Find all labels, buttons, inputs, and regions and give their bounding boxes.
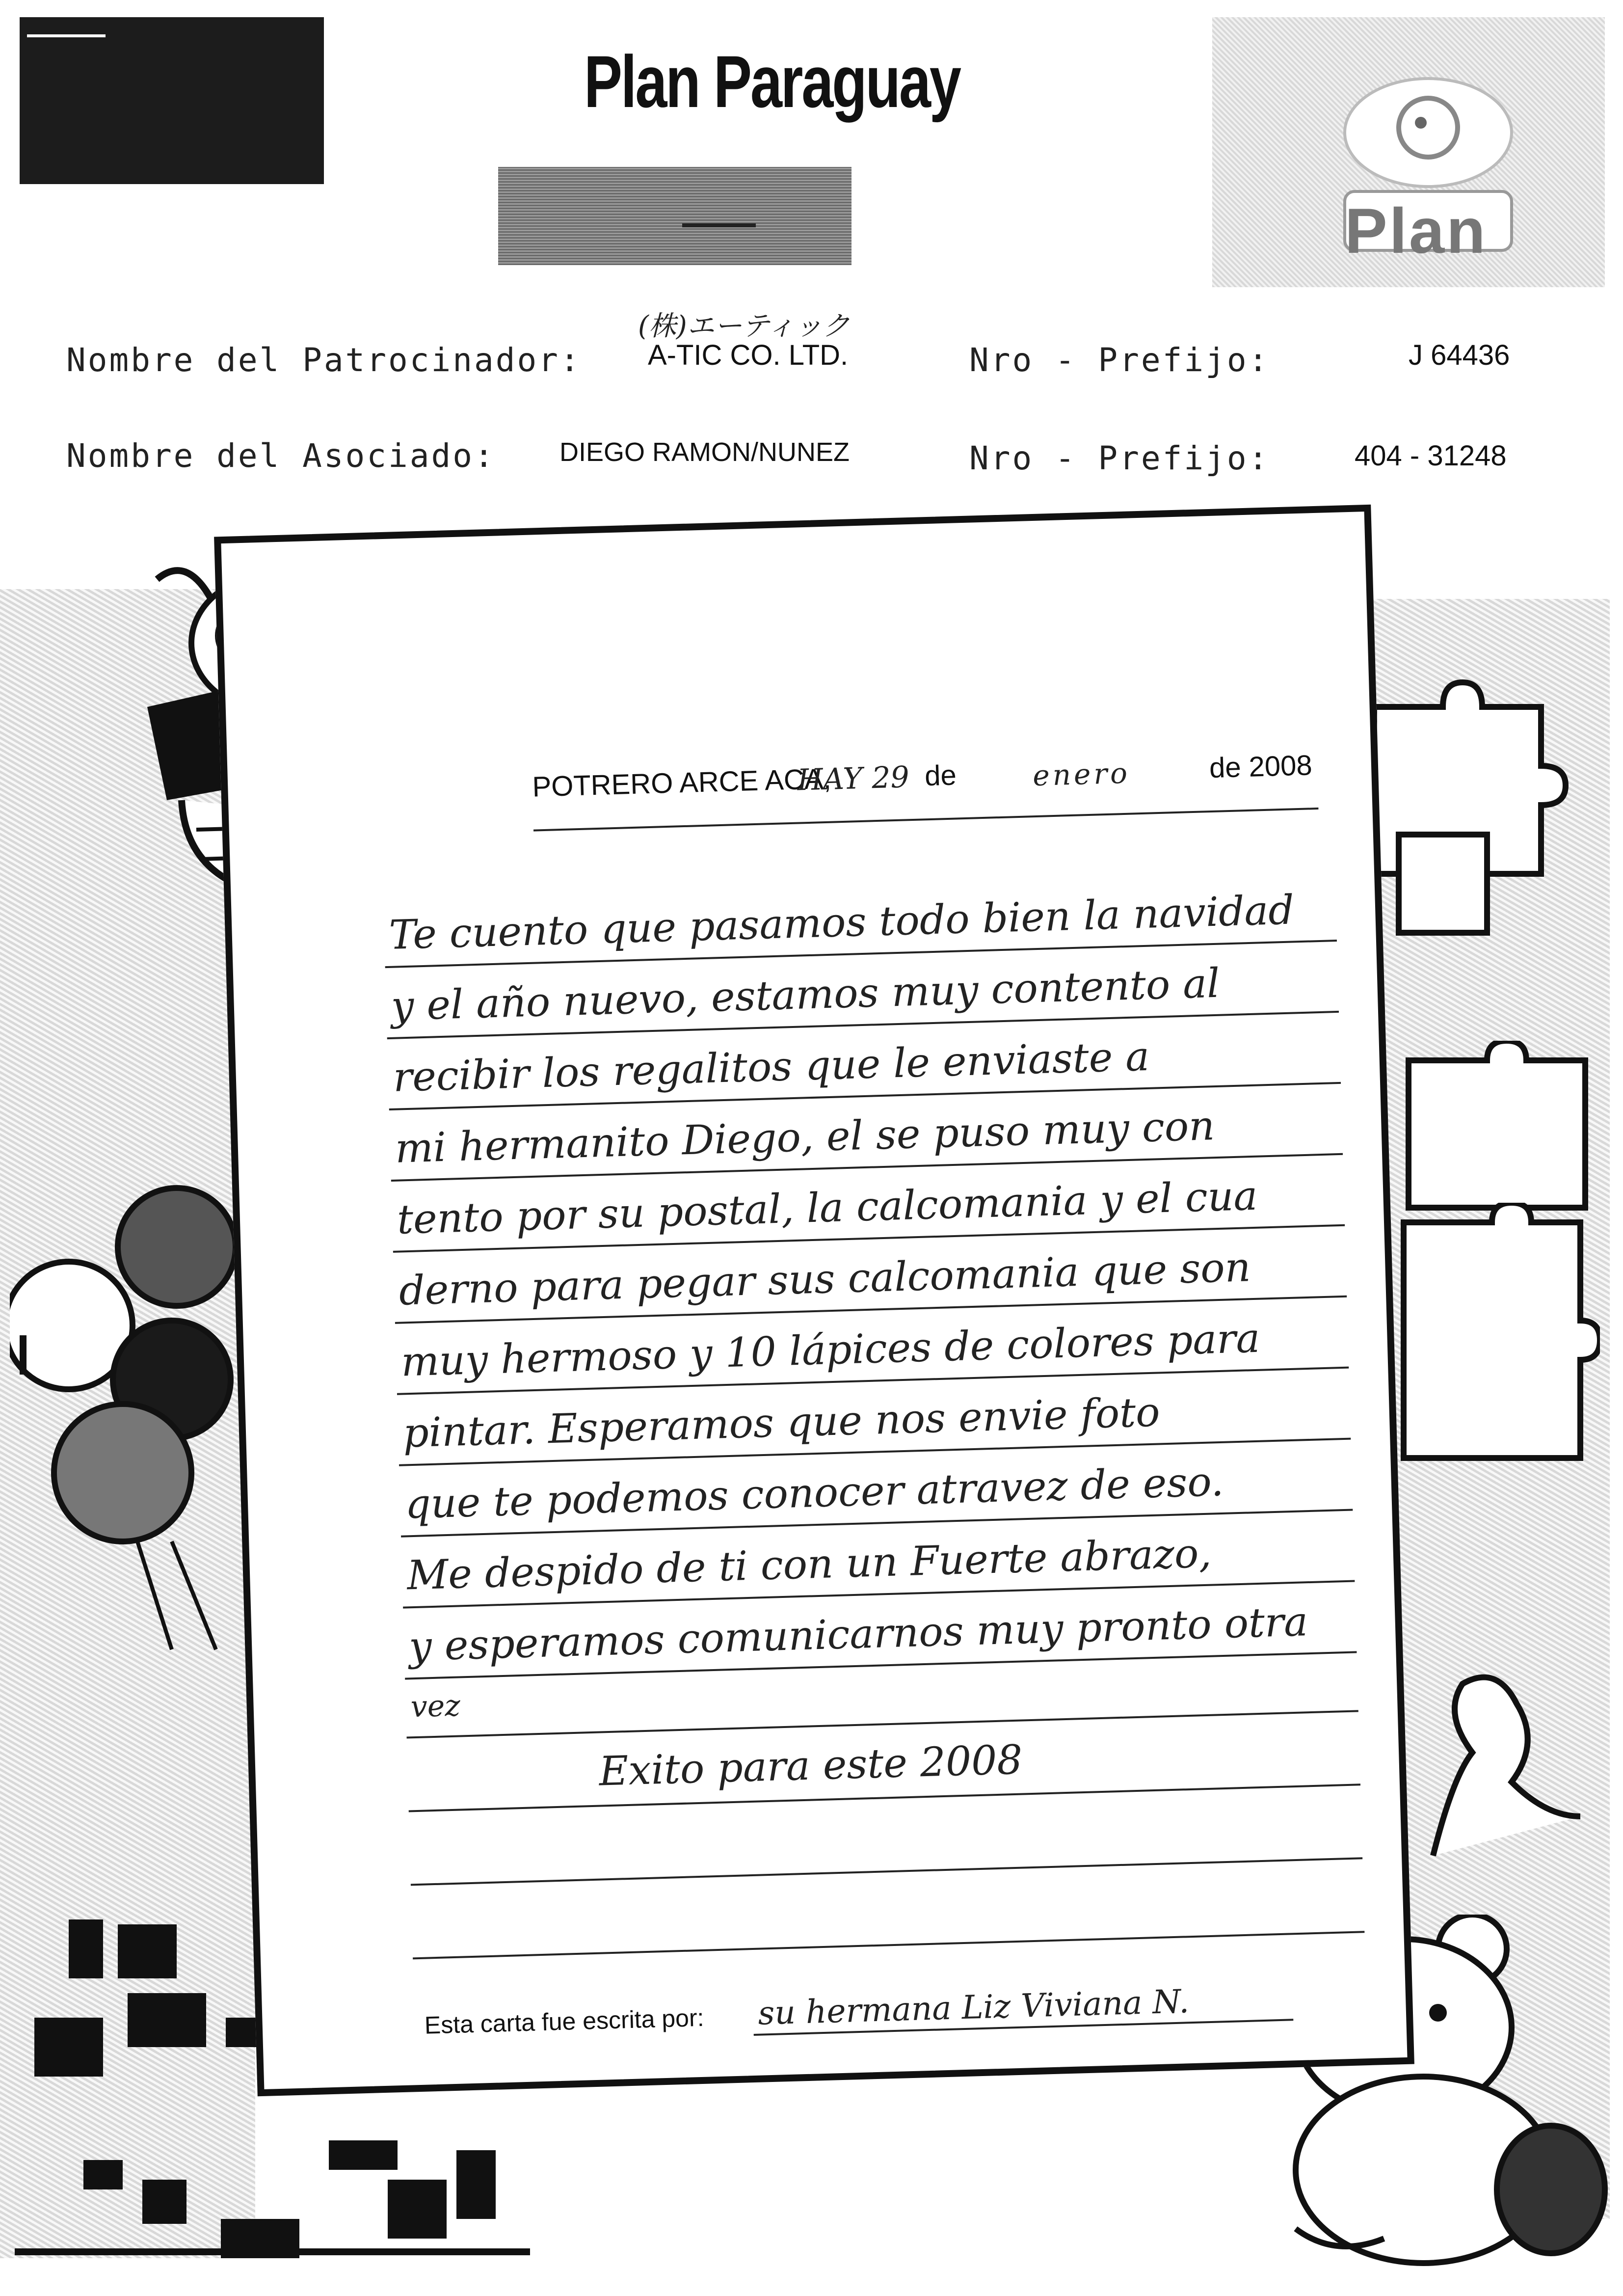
header-grey-block: [498, 167, 851, 265]
ruled-line: [411, 1857, 1362, 1886]
page-title: Plan Paraguay: [584, 40, 960, 123]
letter-line-6: derno para pegar sus calcomania que son: [398, 1244, 1251, 1315]
ruled-line: [409, 1783, 1360, 1812]
date-year: de 2008: [1209, 749, 1313, 784]
ruled-line: [413, 1931, 1364, 1959]
balloons-icon: [10, 1168, 265, 1659]
sponsor-nro-value: J 64436: [1409, 339, 1510, 371]
sponsor-annotation: (株)エーティック: [638, 310, 850, 342]
letter-line-12: vez: [410, 1688, 461, 1725]
sponsor-value: A-TIC CO. LTD.: [648, 339, 849, 371]
puzzle-pieces-middle: [1394, 1041, 1600, 1227]
letter-line-11: y esperamos comunicarnos muy pronto otra: [408, 1598, 1309, 1671]
associate-nro-label: Nro - Prefijo:: [969, 439, 1270, 477]
letter-line-5: tento por su postal, la calcomania y el cua: [396, 1172, 1258, 1243]
date-de-1: de: [924, 759, 957, 792]
letter-line-8: pintar. Esperamos que nos envie foto: [402, 1389, 1161, 1457]
sponsor-label: Nombre del Patrocinador:: [66, 341, 582, 379]
signature-label: Esta carta fue escrita por:: [424, 2003, 705, 2039]
letter-line-10: Me despido de ti con un Fuerte abrazo,: [406, 1530, 1212, 1599]
letter-line-2: y el año nuevo, estamos muy contento al: [390, 960, 1221, 1030]
letter-line-9: que te podemos conocer atravez de eso.: [404, 1458, 1224, 1528]
date-day-handwritten: HAY 29: [797, 760, 910, 798]
date-rule: [533, 808, 1318, 832]
tree-branch-icon: [1413, 1654, 1600, 1861]
date-month-handwritten: enero: [1032, 756, 1131, 793]
puzzle-pieces-upper: [1355, 677, 1590, 952]
puzzle-icon-3: [1384, 1203, 1600, 1478]
associate-value: DIEGO RAMON/NUNEZ: [559, 437, 850, 467]
letter-line-3: recibir los regalitos que le enviaste a: [392, 1033, 1150, 1101]
puzzle-icon-2: [1394, 1041, 1600, 1227]
balloons-illustration: [10, 1168, 265, 1659]
letter-closing: Exito para este 2008: [598, 1736, 1023, 1795]
letter-line-7: muy hermoso y 10 lápices de colores para: [400, 1315, 1261, 1386]
letter-line-4: mi hermanito Diego, el se puso muy con: [394, 1103, 1216, 1172]
sponsor-nro-label: Nro - Prefijo:: [969, 341, 1270, 379]
header-dark-block: [20, 17, 324, 184]
header-grey-stroke: [682, 223, 756, 227]
puzzle-pieces-lower: [1384, 1203, 1600, 1478]
letter-line-1: Te cuento que pasamos todo bien la navidad: [388, 887, 1295, 959]
associate-nro-value: 404 - 31248: [1355, 440, 1507, 472]
associate-label: Nombre del Asociado:: [66, 437, 496, 475]
date-place-text: POTRERO ARCE ACA,: [532, 762, 832, 803]
tree-branch-illustration: [1413, 1654, 1600, 1861]
letter-paper: [214, 505, 1414, 2097]
ruled-line: [406, 1710, 1358, 1738]
header-line: [27, 34, 106, 37]
puzzle-icon: [1355, 677, 1590, 952]
plan-logo-text: Plan: [1345, 195, 1488, 267]
signature-value: su hermana Liz Viviana N.: [757, 1982, 1190, 2032]
